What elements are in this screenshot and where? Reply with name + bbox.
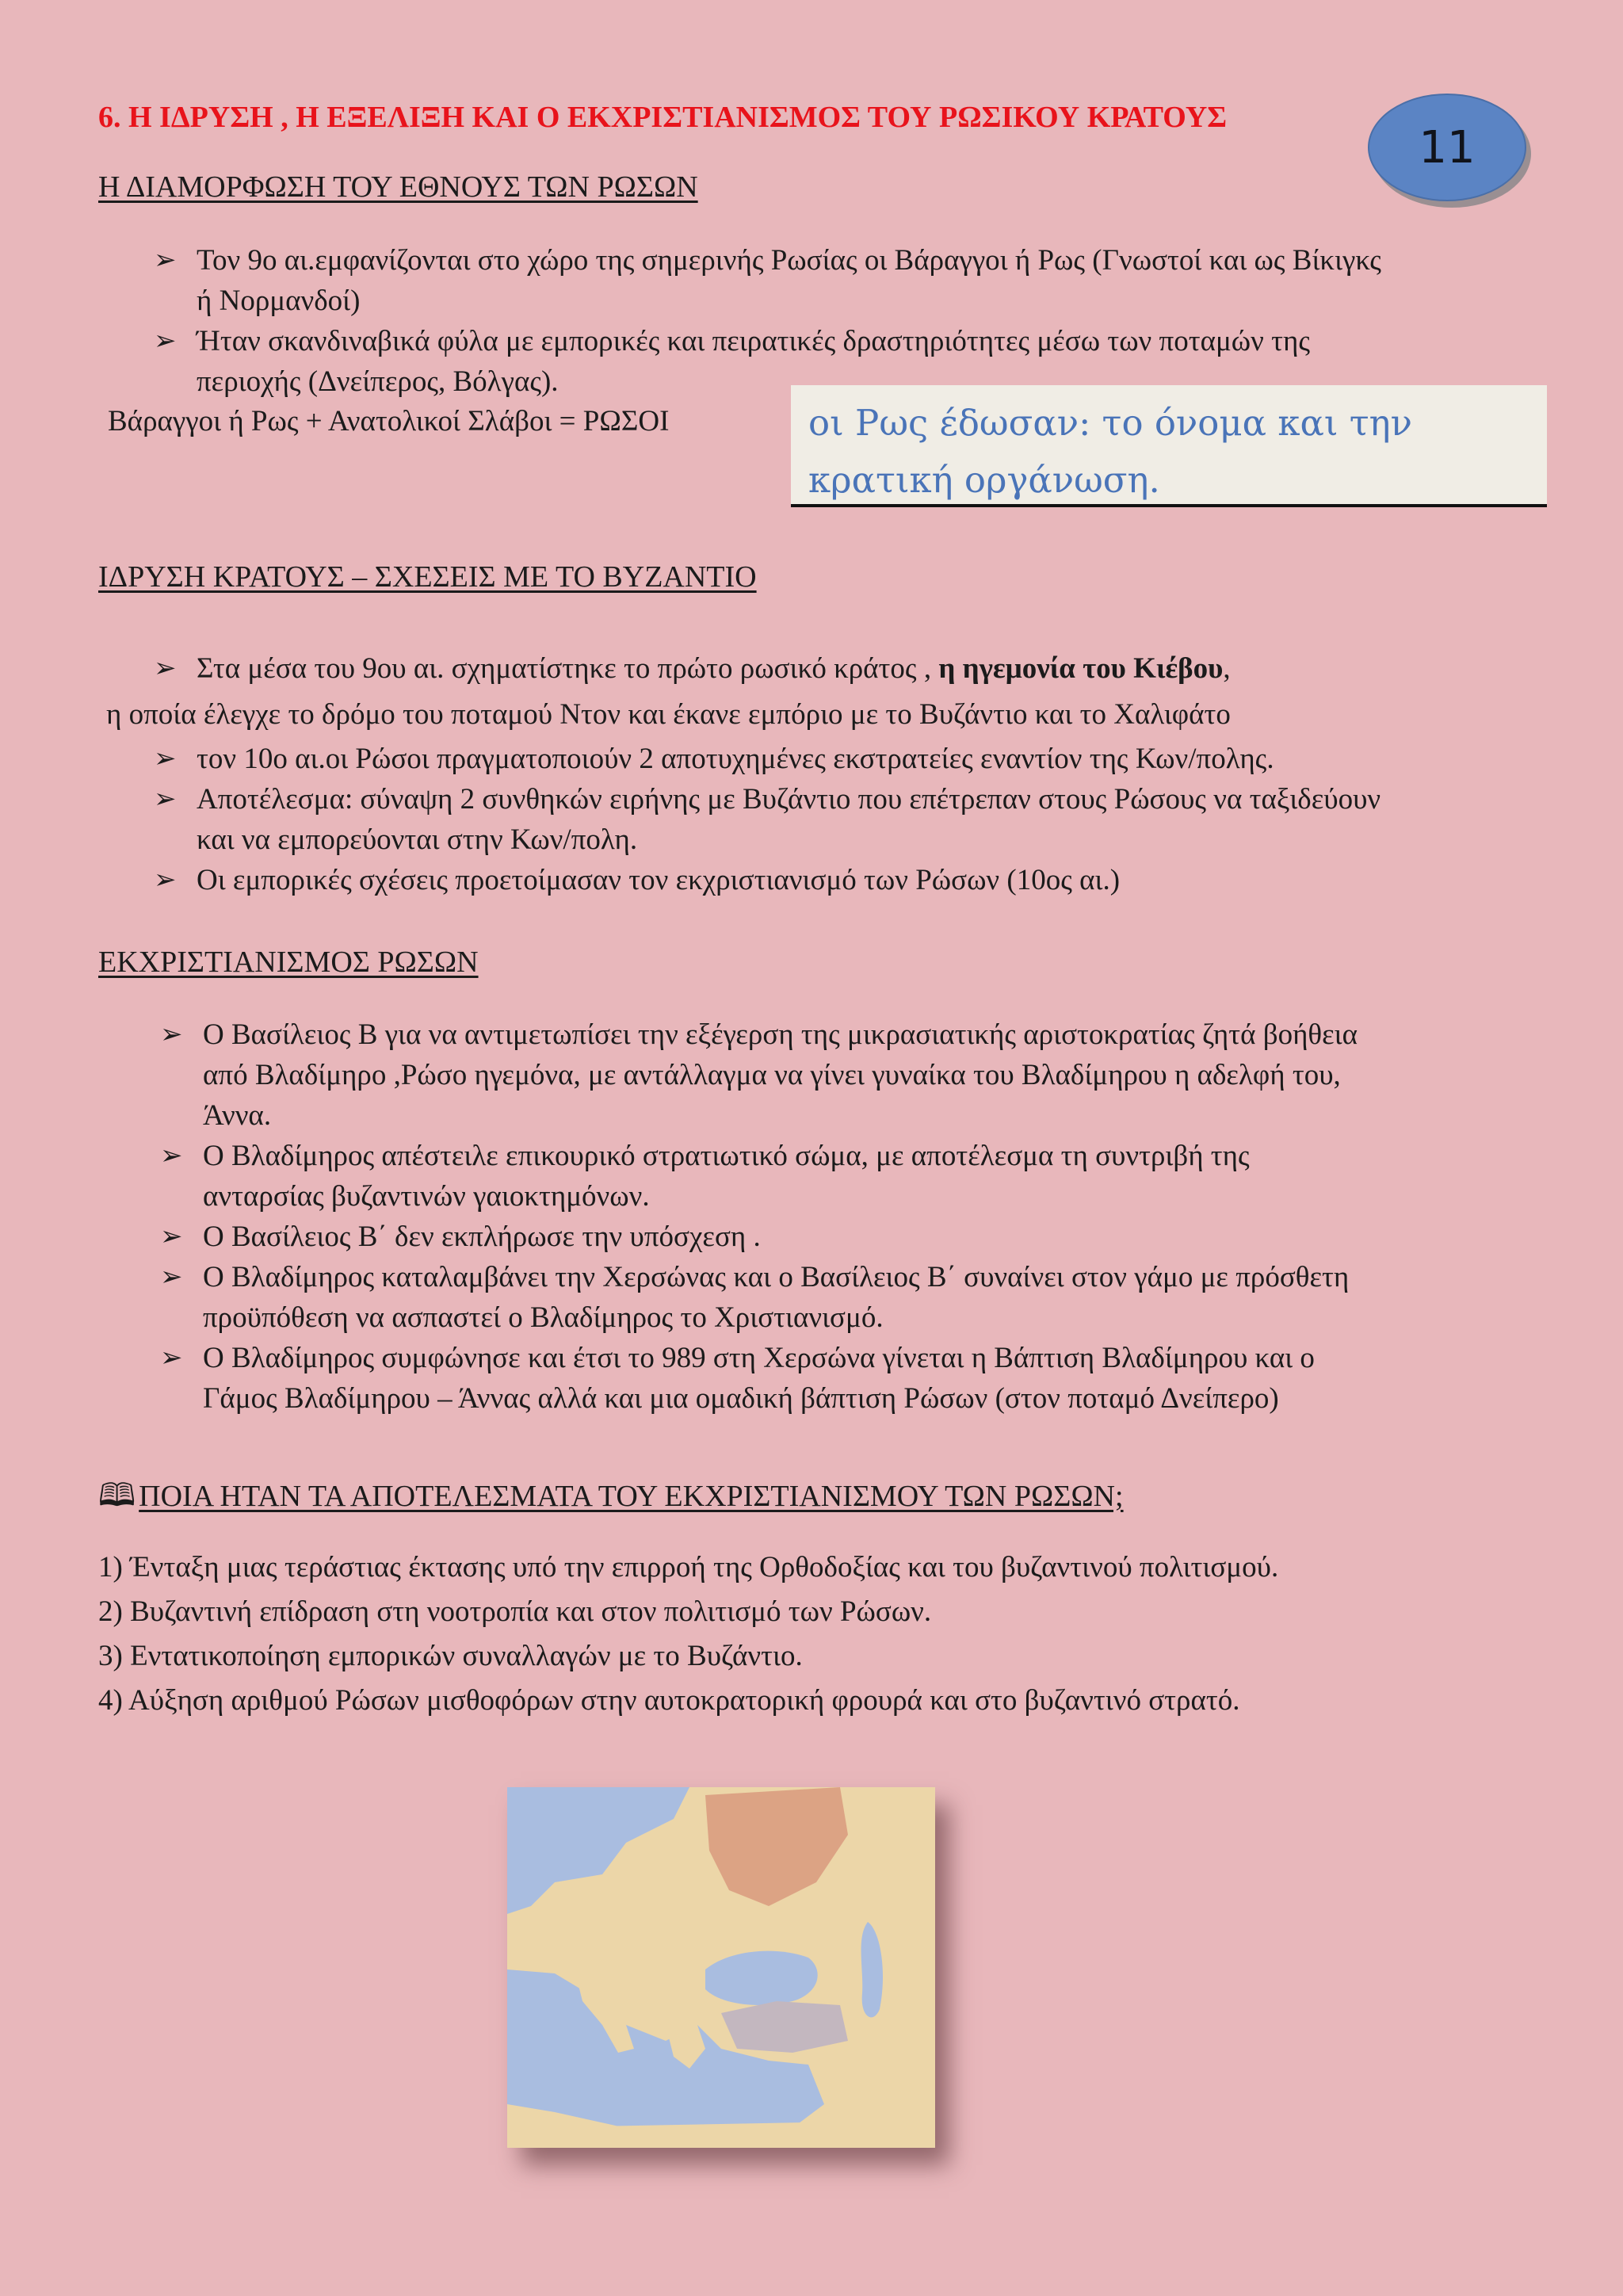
list-item: 3) Εντατικοποίηση εμπορικών συναλλαγών με το Βυζάντιο. (98, 1640, 803, 1672)
list-item: ➢ Ήταν σκανδιναβικά φύλα με εμπορικές και πειρατικές δραστηριότητες μέσω των ποταμών της περιοχής (Δνείπερος, Βόλγας). (154, 321, 1381, 402)
callout-box: οι Ρως έδωσαν: το όνομα και την κρατική οργάνωση. (791, 385, 1547, 507)
arrow-bullet-icon: ➢ (160, 1140, 183, 1171)
state-bullet-list (154, 739, 1381, 900)
list-item: ➢ Ο Βασίλειος Β για να αντιμετωπίσει την εξέγερση της μικρασιατικής αριστοκρατίας ζητά βοήθεια από Βλαδίμηρο ,Ρώσο ηγεμόνα, με αντάλλαγμα να γίνει γυναίκα του Βλαδίμηρου η αδελφή του, Άννα. (160, 1014, 1358, 1136)
list-item: 1) Ένταξη μιας τεράστιας έκτασης υπό την επιρροή της Ορθοδοξίας και του βυζαντινού πολιτισμού. (98, 1551, 1279, 1584)
list-item: ➢ Οι εμπορικές σχέσεις προετοίμασαν τον εκχριστιανισμό των Ρώσων (10ος αι.) (154, 860, 1381, 900)
list-item: ➢ Τον 9ο αι.εμφανίζονται στο χώρο της σημερινής Ρωσίας οι Βάραγγοι ή Ρως (Γνωστοί και ως Βίκιγκς ή Νορμανδοί) (154, 240, 1381, 321)
arrow-bullet-icon: ➢ (154, 325, 177, 357)
list-item: ➢ Ο Βασίλειος Β΄ δεν εκπλήρωσε την υπόσχεση . (160, 1217, 1358, 1257)
list-item: 4) Αύξηση αριθμού Ρώσων μισθοφόρων στην αυτοκρατορική φρουρά και στο βυζαντινό στρατό. (98, 1684, 1240, 1717)
ethnos-bullet-list (154, 240, 1381, 402)
list-item: ➢ Στα μέσα του 9ου αι. σχηματίστηκε το πρώτο ρωσικό κράτος , η ηγεμονία του Κιέβου, (154, 648, 1231, 689)
list-item: ➢ Ο Βλαδίμηρος απέστειλε επικουρικό στρατιωτικό σώμα, με αποτέλεσμα τη συντριβή της ανταρσίας βυζαντινών γαιοκτημόνων. (160, 1136, 1358, 1217)
list-item: ➢ Αποτέλεσμα: σύναψη 2 συνθηκών ειρήνης με Βυζάντιο που επέτρεπαν στους Ρώσους να ταξιδεύουν και να εμπορεύονται στην Κων/πολη. (154, 779, 1381, 860)
arrow-bullet-icon: ➢ (160, 1018, 183, 1050)
arrow-bullet-icon: ➢ (154, 652, 177, 684)
equation-line: Βάραγγοι ή Ρως + Ανατολικοί Σλάβοι = ΡΩΣΟΙ (108, 405, 670, 437)
list-item: ➢ Ο Βλαδίμηρος συμφώνησε και έτσι το 989 στη Χερσώνα γίνεται η Βάπτιση Βλαδίμηρου και ο Γάμος Βλαδίμηρου – Άννας αλλά και μια ομαδική βάπτιση Ρώσων (στον ποταμό Δνείπερο) (160, 1338, 1358, 1419)
page-number: 11 (1419, 121, 1476, 174)
arrow-bullet-icon: ➢ (154, 783, 177, 815)
map-illustration (507, 1787, 935, 2148)
page-title: 6. Η ΙΔΡΥΣΗ , Η ΕΞΕΛΙΞΗ ΚΑΙ Ο ΕΚΧΡΙΣΤΙΑΝΙΣΜΟΣ ΤΟΥ ΡΩΣΙΚΟΥ ΚΡΑΤΟΥΣ (98, 101, 1228, 134)
section-heading-ethnos: Η ΔΙΑΜΟΡΦΩΣΗ ΤΟΥ ΕΘΝΟΥΣ ΤΩΝ ΡΩΣΩΝ (98, 170, 698, 204)
arrow-bullet-icon: ➢ (154, 244, 177, 276)
arrow-bullet-icon: ➢ (154, 743, 177, 774)
historical-map-image (507, 1787, 935, 2148)
arrow-bullet-icon: ➢ (160, 1261, 183, 1293)
arrow-bullet-icon: ➢ (160, 1342, 183, 1373)
book-icon: 🕮 (98, 1477, 136, 1514)
results-list (98, 1545, 1278, 1723)
list-item: 2) Βυζαντινή επίδραση στη νοοτροπία και στον πολιτισμό των Ρώσων. (98, 1595, 932, 1628)
page-number-badge (1368, 94, 1526, 201)
list-item: ➢ τον 10ο αι.οι Ρώσοι πραγματοποιούν 2 αποτυχημένες εκστρατείες εναντίον της Κων/πολης. (154, 739, 1381, 779)
section-heading-christianization: ΕΚΧΡΙΣΤΙΑΝΙΣΜΟΣ ΡΩΣΩΝ (98, 946, 479, 979)
continuation-line: η οποία έλεγχε το δρόμο του ποταμού Ντον και έκανε εμπόριο με το Βυζάντιο και το Χαλιφάτο (106, 698, 1231, 731)
list-item: ➢ Ο Βλαδίμηρος καταλαμβάνει την Χερσώνας και ο Βασίλειος Β΄ συναίνει στον γάμο με πρόσθετη προϋπόθεση να ασπαστεί ο Βλαδίμηρος το Χριστιανισμό. (160, 1257, 1358, 1338)
section-heading-results: 🕮 ΠΟΙΑ ΗΤΑΝ ΤΑ ΑΠΟΤΕΛΕΣΜΑΤΑ ΤΟΥ ΕΚΧΡΙΣΤΙΑΝΙΣΜΟΥ ΤΩΝ ΡΩΣΩΝ; (98, 1473, 1124, 1526)
section-heading-state: ΙΔΡΥΣΗ ΚΡΑΤΟΥΣ – ΣΧΕΣΕΙΣ ΜΕ ΤΟ ΒΥΖΑΝΤΙΟ (98, 560, 757, 594)
arrow-bullet-icon: ➢ (154, 864, 177, 896)
arrow-bullet-icon: ➢ (160, 1221, 183, 1252)
christianization-bullet-list (160, 1014, 1358, 1419)
